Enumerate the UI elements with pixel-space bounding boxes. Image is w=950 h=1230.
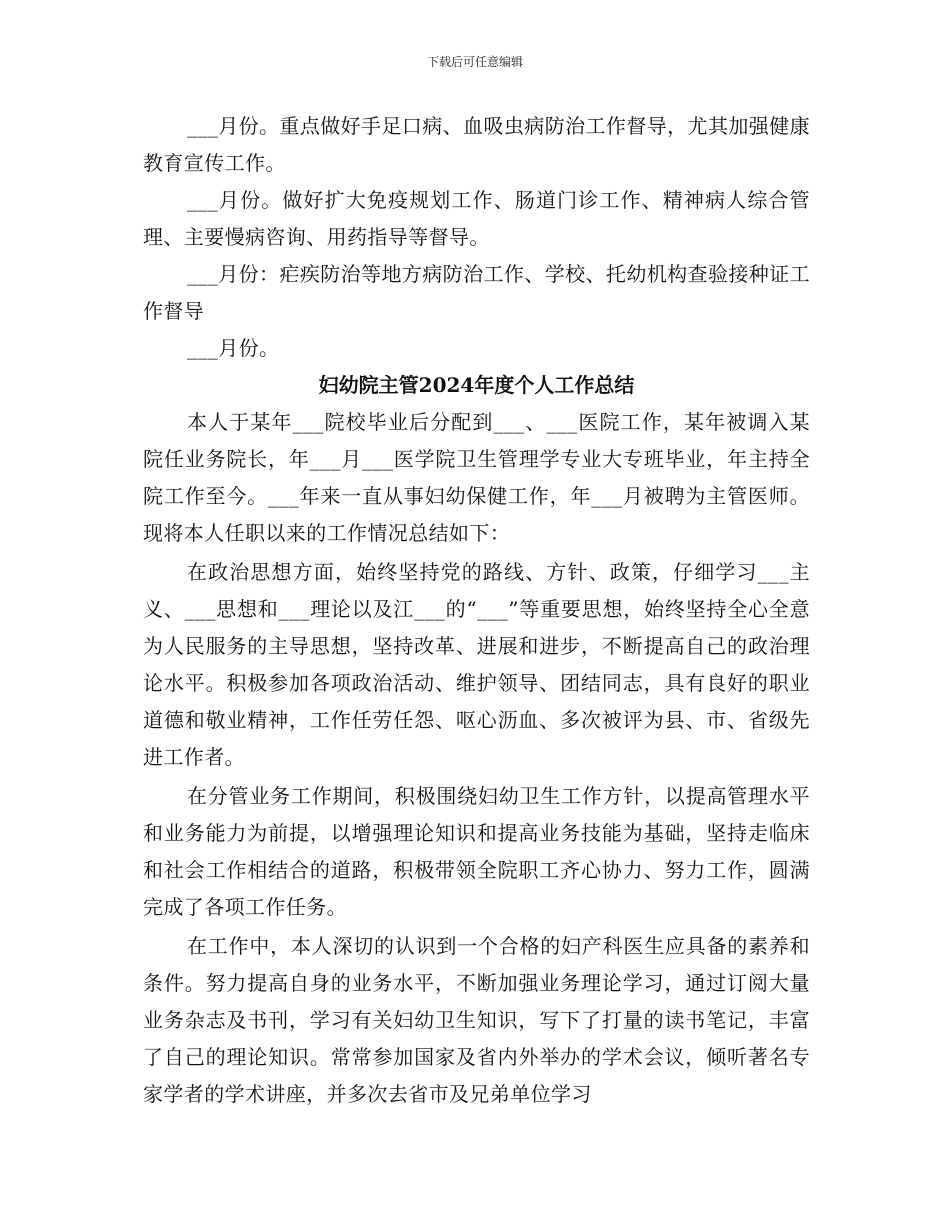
paragraph: ___月份。 <box>187 336 280 360</box>
paragraph: 本人于某年___院校毕业后分配到___、___医院工作，某年被调入某院任业务院长，年___月___医学院卫生管理学专业大专班毕业，年主持全院工作至今。___年来一直从事妇幼保健工作，年___月被聘为主管医师。现将本人任职以来的工作情况总结如下： <box>143 410 810 545</box>
paragraph: 在政治思想方面，始终坚持党的路线、方针、政策，仔细学习___主义、___思想和___理论以及江___的“___”等重要思想，始终坚持全心全意为人民服务的主导思想，坚持改革、进展和进步，不断提高自己的政治理论水平。积极参加各项政治活动、维护领导、团结同志，具有良好的职业道德和敬业精神，工作任劳任怨、呕心沥血、多次被评为县、市、省级先进工作者。 <box>143 560 810 769</box>
paragraph: 在分管业务工作期间，积极围绕妇幼卫生工作方针，以提高管理水平和业务能力为前提，以增强理论知识和提高业务技能为基础，坚持走临床和社会工作相结合的道路，积极带领全院职工齐心协力、努力工作，圆满完成了各项工作任务。 <box>143 784 810 919</box>
document-title: 妇幼院主管2024年度个人工作总结 <box>318 373 635 397</box>
paragraph: ___月份：疟疾防治等地方病防治工作、学校、托幼机构查验接种证工作督导 <box>143 262 810 323</box>
paragraph: ___月份。做好扩大免疫规划工作、肠道门诊工作、精神病人综合管理、主要慢病咨询、用药指导等督导。 <box>143 188 810 249</box>
page-header: 下载后可任意编辑 <box>426 55 523 69</box>
paragraph: ___月份。重点做好手足口病、血吸虫病防治工作督导，尤其加强健康教育宣传工作。 <box>143 114 810 175</box>
document-body <box>143 108 810 1113</box>
paragraph: 在工作中，本人深切的认识到一个合格的妇产科医生应具备的素养和条件。努力提高自身的业务水平，不断加强业务理论学习，通过订阅大量业务杂志及书刊，学习有关妇幼卫生知识，写下了打量的读书笔记，丰富了自己的理论知识。常常参加国家及省内外举办的学术会议，倾听著名专家学者的学术讲座，并多次去省市及兄弟单位学习 <box>143 934 810 1106</box>
